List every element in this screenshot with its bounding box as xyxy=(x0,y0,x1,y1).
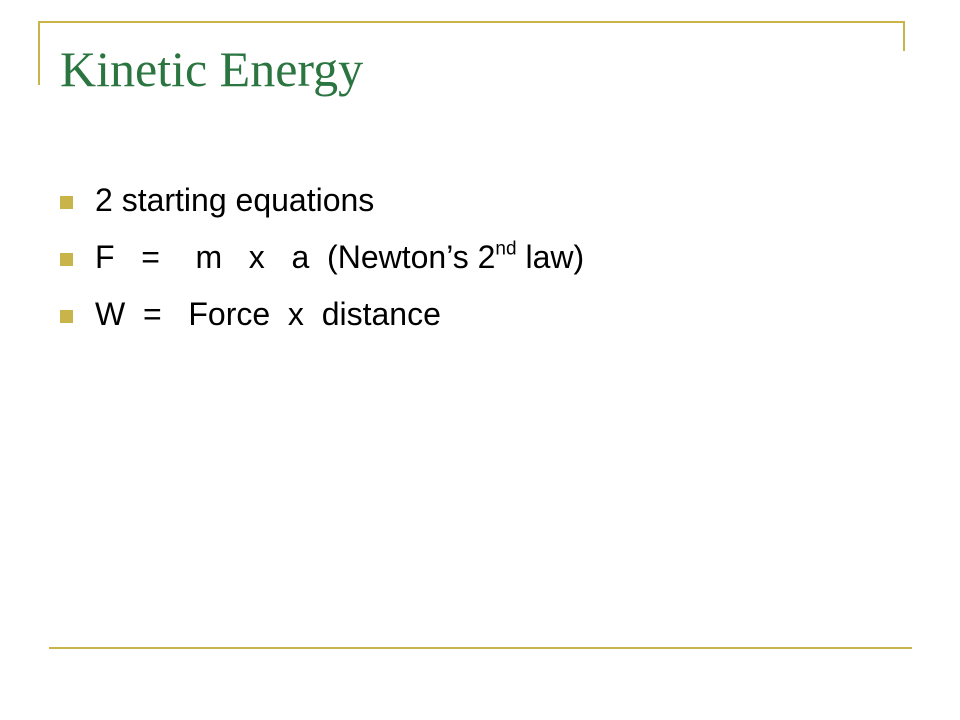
bullet-item xyxy=(60,233,584,290)
bullet-list xyxy=(60,176,584,347)
square-bullet-icon xyxy=(60,196,73,209)
bullet-item xyxy=(60,290,584,347)
equation-text: F = m x a (Newton’s 2 xyxy=(95,239,496,275)
top-rule xyxy=(38,21,904,23)
bullet-item xyxy=(60,176,584,233)
left-rule xyxy=(38,21,40,85)
right-rule xyxy=(903,21,905,51)
bullet-text xyxy=(95,233,584,281)
bullet-text: 2 starting equations xyxy=(95,182,375,218)
slide-title: Kinetic Energy xyxy=(60,41,364,97)
superscript-text: nd xyxy=(495,238,517,260)
equation-suffix-text: law) xyxy=(516,239,585,275)
bottom-rule xyxy=(49,647,912,649)
square-bullet-icon xyxy=(60,253,73,266)
bullet-text: W = Force x distance xyxy=(95,296,441,332)
square-bullet-icon xyxy=(60,310,73,323)
